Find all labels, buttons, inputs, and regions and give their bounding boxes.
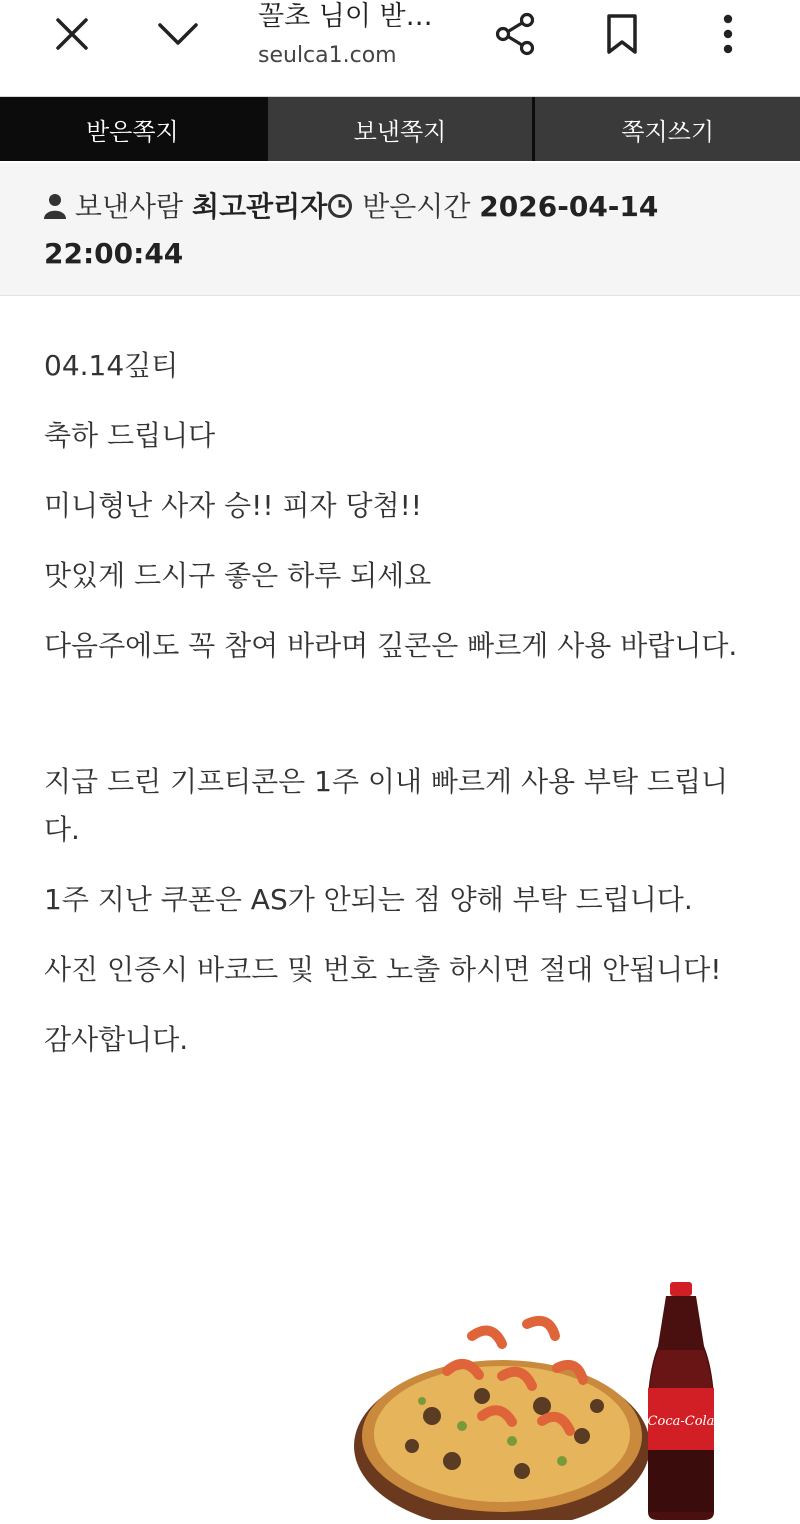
message-body <box>44 342 764 1086</box>
tab-received[interactable]: 받은쪽지 <box>0 97 265 161</box>
message-line: 축하 드립니다 <box>44 419 216 452</box>
message-line: 감사합니다. <box>44 1023 189 1056</box>
message-tabs <box>0 97 800 161</box>
time-label: 받은시간 <box>362 190 471 223</box>
more-vert-icon[interactable] <box>698 8 758 60</box>
sender-label: 보낸사람 <box>74 190 184 223</box>
chevron-down-icon[interactable] <box>148 8 208 60</box>
message-line: 04.14깊티 <box>44 349 179 382</box>
time-value: 2026-04-14 22:00:44 <box>44 190 659 270</box>
message-line: 다음주에도 꼭 참여 바라며 깊콘은 빠르게 사용 바랍니다. <box>44 629 738 662</box>
message-line: 미니형난 사자 승!! 피자 당첨!! <box>44 489 423 522</box>
message-line: 지급 드린 기프티콘은 1주 이내 빠르게 사용 부탁 드립니다. <box>44 765 729 846</box>
tab-compose[interactable]: 쪽지쓰기 <box>532 97 800 161</box>
sender-name: 최고관리자 <box>192 190 328 223</box>
user-icon <box>44 188 66 232</box>
bottle-label: Coca-Cola <box>647 1414 715 1429</box>
browser-toolbar <box>0 0 800 97</box>
page-url[interactable]: seulca1.com <box>258 43 397 68</box>
bookmark-icon[interactable] <box>592 8 652 60</box>
page-title: 꼴초 님이 받… <box>258 1 433 32</box>
share-icon[interactable] <box>486 8 546 60</box>
prize-image <box>352 1276 742 1520</box>
message-line: 맛있게 드시구 좋은 하루 되세요 <box>44 559 432 592</box>
message-line: 1주 지난 쿠폰은 AS가 안되는 점 양해 부탁 드립니다. <box>44 883 693 916</box>
clock-icon <box>327 188 353 232</box>
message-info <box>0 163 800 296</box>
tab-sent[interactable]: 보낸쪽지 <box>265 97 533 161</box>
message-line: 사진 인증시 바코드 및 번호 노출 하시면 절대 안됩니다! <box>44 953 722 986</box>
close-icon[interactable] <box>42 8 102 60</box>
